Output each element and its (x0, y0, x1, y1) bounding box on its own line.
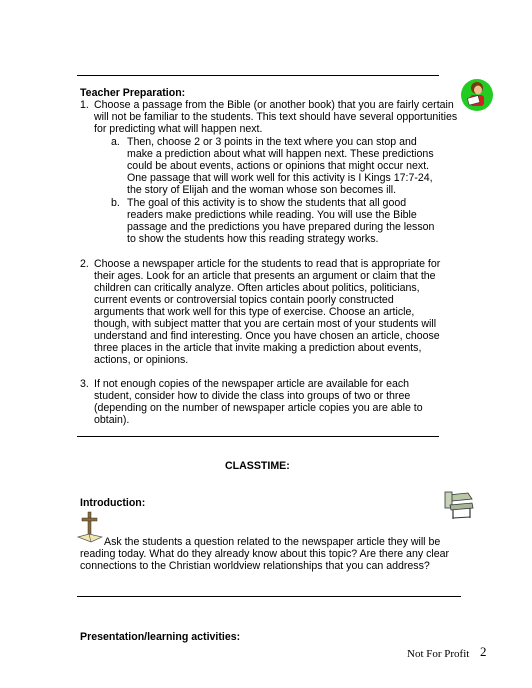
text-line: One passage that will work well for this activity is I Kings 17:7-24, (127, 172, 433, 184)
text-line: could be about events, actions or opinions that might occur next. (127, 160, 430, 172)
text-line: current events or controversial topics contain poorly constructed (94, 294, 394, 306)
text-line: arguments that work well for this type of exercise. Choose an article, (94, 306, 415, 318)
text-line: student, consider how to divide the class into groups of two or three (94, 390, 411, 402)
presentation-heading: Presentation/learning activities: (80, 631, 241, 643)
teacher-prep-heading: Teacher Preparation: (80, 87, 186, 99)
page-number: 2 (480, 644, 487, 659)
section-rule (77, 436, 439, 437)
text-line: though, with subject matter that you are certain most of your students will (94, 318, 437, 330)
school-desk-icon (442, 489, 476, 521)
footer-label: Not For Profit (407, 648, 470, 660)
top-rule (77, 75, 439, 76)
text-line: Ask the students a question related to the newspaper article they will be (104, 536, 441, 548)
text-line: the story of Elijah and the woman whose son becomes ill. (127, 184, 397, 196)
text-line: readers make predictions while reading. You will use the Bible (127, 209, 417, 221)
introduction-heading: Introduction: (80, 497, 146, 509)
text-line: make a prediction about what will happen next. These predictions (127, 148, 434, 160)
text-line: Choose a newspaper article for the students to read that is appropriate for (94, 258, 441, 270)
text-line: connections to the Christian worldview relationships that you can address? (80, 560, 430, 572)
sub-item-label: b. (111, 197, 120, 209)
text-line: for predicting what will happen next. (94, 123, 263, 135)
teacher-reading-icon (459, 77, 495, 113)
classtime-heading: CLASSTIME: (225, 460, 290, 472)
text-line: obtain). (94, 414, 130, 426)
text-line: Choose a passage from the Bible (or another book) that you are fairly certain (94, 99, 454, 111)
text-line: will not be familiar to the students. This text should have several opportunities (94, 111, 458, 123)
text-line: reading today. What do they already know about this topic? Are there any clear (80, 548, 450, 560)
item-number: 2. (80, 258, 89, 270)
cross-bible-icon (77, 511, 103, 543)
text-line: to show the students how this reading strategy works. (127, 233, 379, 245)
text-line: children can critically analyze. Often articles about politics, politicians, (94, 282, 420, 294)
section-rule (77, 596, 461, 597)
text-line: If not enough copies of the newspaper article are available for each (94, 378, 410, 390)
text-line: Then, choose 2 or 3 points in the text where you can stop and (127, 136, 417, 148)
sub-item-label: a. (111, 136, 120, 148)
text-line: (depending on the number of newspaper article copies you are able to (94, 402, 423, 414)
item-number: 1. (80, 99, 89, 111)
text-line: passage and the predictions you have prepared during the lesson (127, 221, 435, 233)
text-line: their ages. Look for an article that presents an argument or claim that the (94, 270, 436, 282)
text-line: three places in the article that invite making a prediction about events, (94, 342, 422, 354)
text-line: The goal of this activity is to show the students that all good (127, 197, 407, 209)
text-line: understand and find interesting. Once you have chosen an article, choose (94, 330, 440, 342)
item-number: 3. (80, 378, 89, 390)
text-line: actions, or opinions. (94, 354, 189, 366)
